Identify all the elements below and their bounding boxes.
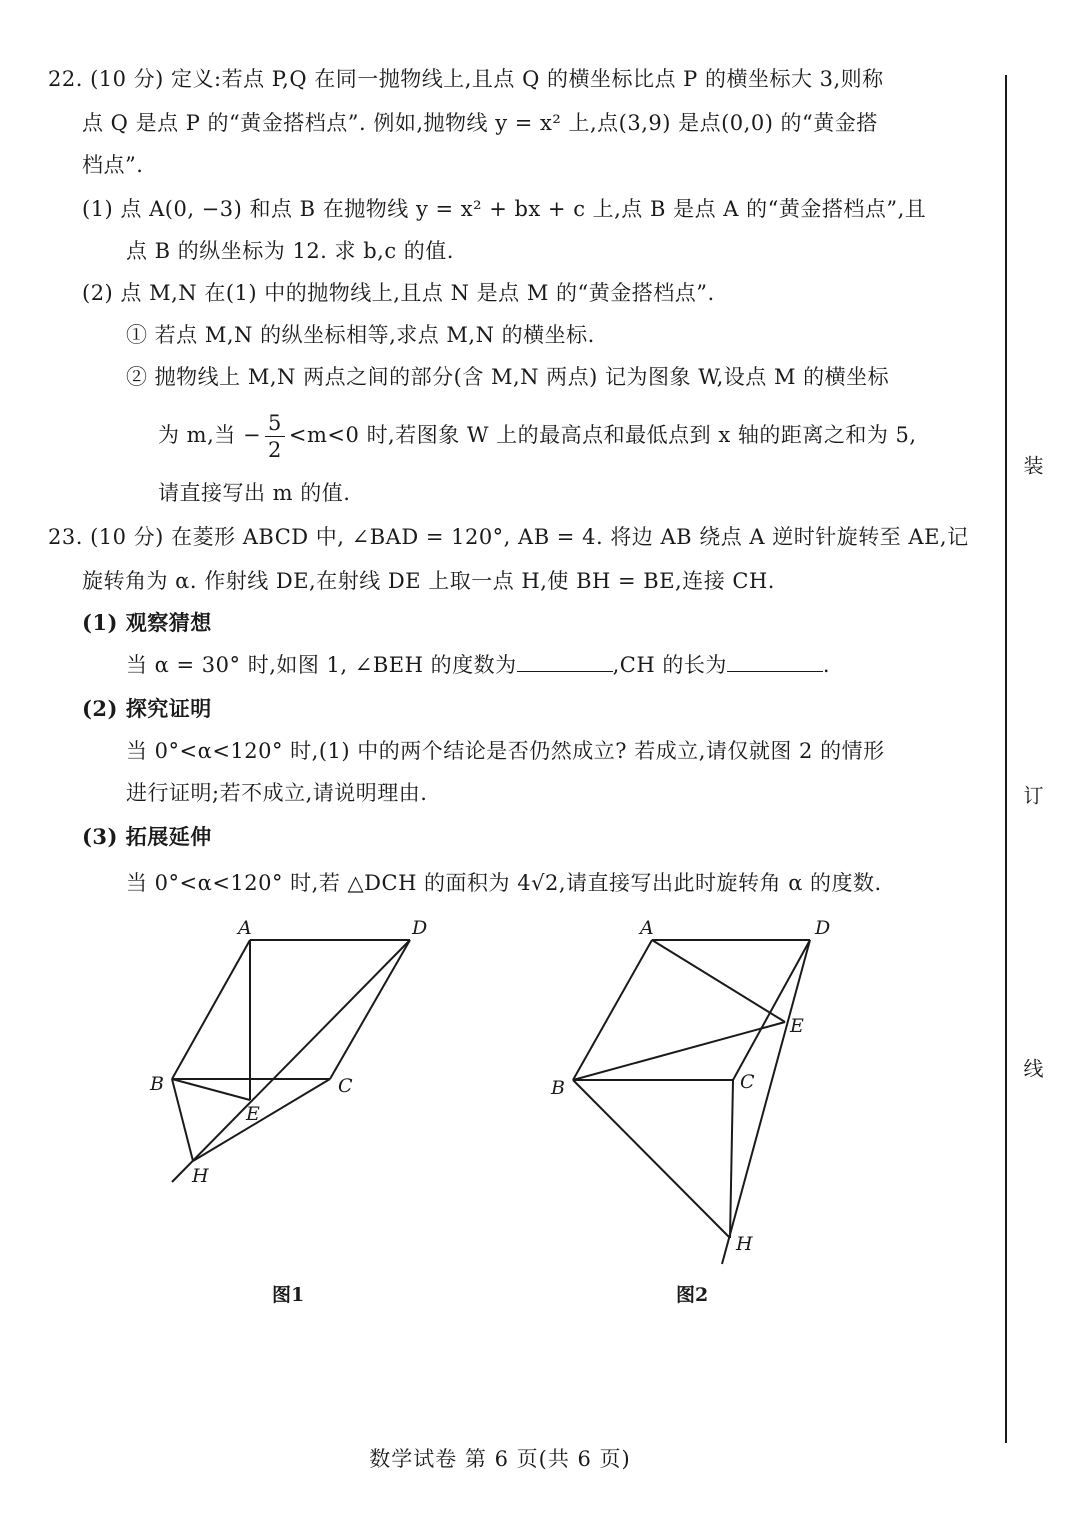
binding-mark-xian: 线 (1020, 1058, 1044, 1078)
q22-line-1: 22. (10 分) 定义:若点 P,Q 在同一抛物线上,且点 Q 的横坐标比点 P 的横坐标大 3,则称 (48, 67, 884, 91)
q23-part1-pre: 当 α = 30° 时,如图 1, ∠BEH 的度数为 (126, 653, 517, 677)
fig2-label-D: D (815, 917, 831, 939)
fig1-segment-AB (172, 940, 250, 1079)
q22-line-3: 档点”. (82, 153, 144, 177)
q23-part2-line-2: 进行证明;若不成立,请说明理由. (126, 781, 428, 805)
q22-part2-sub2-line-1: ② 抛物线上 M,N 两点之间的部分(含 M,N 两点) 记为图象 W,设点 M 的横坐标 (126, 365, 890, 389)
fig2-label-C: C (740, 1071, 755, 1093)
fig1-label-C: C (338, 1075, 353, 1097)
q22-part2-line-1: (2) 点 M,N 在(1) 中的抛物线上,且点 N 是点 M 的“黄金搭档点”. (82, 281, 715, 305)
fig2-label-A: A (640, 917, 654, 939)
fig2-label-E: E (790, 1015, 804, 1037)
q23-part3-title: (3) 拓展延伸 (82, 824, 212, 849)
fig2-segment-AB (573, 940, 652, 1080)
fig1-ray-DH (172, 940, 410, 1182)
q23-line-2: 旋转角为 α. 作射线 DE,在射线 DE 上取一点 H,使 BH = BE,连接 CH. (82, 569, 775, 593)
figure-1-caption: 图1 (272, 1284, 305, 1306)
q23-part1-title: (1) 观察猜想 (82, 610, 212, 635)
q22-part2-sub2-line-3: 请直接写出 m 的值. (158, 481, 351, 505)
fig1-segment-BE (172, 1079, 250, 1100)
binding-mark-ding: 订 (1020, 785, 1044, 805)
binding-mark-zhuang: 装 (1020, 455, 1044, 475)
q22-sub2-pre-text: 为 m,当 − (158, 423, 262, 447)
fig1-label-B: B (150, 1073, 164, 1095)
binding-margin-line (1005, 75, 1007, 1443)
q23-part2-title: (2) 探究证明 (82, 696, 212, 721)
q22-sub2-post-text: <m<0 时,若图象 W 上的最高点和最低点到 x 轴的距离之和为 5, (288, 423, 917, 447)
fig2-label-B: B (551, 1077, 565, 1099)
fig1-label-D: D (412, 917, 428, 939)
fig2-segment-AE (652, 940, 785, 1022)
fig1-label-H: H (192, 1165, 209, 1187)
fig2-label-H: H (736, 1233, 753, 1255)
fig1-label-A: A (238, 917, 252, 939)
q23-part2-line-1: 当 0°<α<120° 时,(1) 中的两个结论是否仍然成立? 若成立,请仅就图 2 的情形 (126, 739, 885, 763)
q23-line-1: 23. (10 分) 在菱形 ABCD 中, ∠BAD = 120°, AB = 4. 将边 AB 绕点 A 逆时针旋转至 AE,记 (48, 525, 969, 549)
q23-part1-mid: ,CH 的长为 (612, 653, 727, 677)
fig1-segment-BH (172, 1079, 193, 1161)
fig2-segment-CD (733, 940, 810, 1080)
q22-part2-sub1: ① 若点 M,N 的纵坐标相等,求点 M,N 的横坐标. (126, 323, 595, 347)
figure-2-caption: 图2 (676, 1284, 709, 1306)
fig2-segment-CH (730, 1080, 733, 1238)
fig2-ray-DH (722, 940, 810, 1264)
q22-part1-line-2: 点 B 的纵坐标为 12. 求 b,c 的值. (126, 239, 454, 263)
q22-part1-line-1: (1) 点 A(0, −3) 和点 B 在抛物线 y = x² + bx + c 上,点 B 是点 A 的“黄金搭档点”,且 (82, 197, 927, 221)
q23-part1-end: . (822, 653, 831, 677)
fraction-denominator: 2 (268, 438, 282, 462)
fraction-numerator: 5 (265, 410, 285, 437)
q22-line-2: 点 Q 是点 P 的“黄金搭档点”. 例如,抛物线 y = x² 上,点(3,9) 是点(0,0) 的“黄金搭 (82, 111, 878, 135)
page-footer: 数学试卷 第 6 页(共 6 页) (369, 1447, 631, 1471)
fig2-segment-BH (573, 1080, 730, 1238)
q23-part3-line-1: 当 0°<α<120° 时,若 △DCH 的面积为 4√2,请直接写出此时旋转角 α 的度数. (126, 871, 882, 895)
fig1-label-E: E (246, 1103, 260, 1125)
